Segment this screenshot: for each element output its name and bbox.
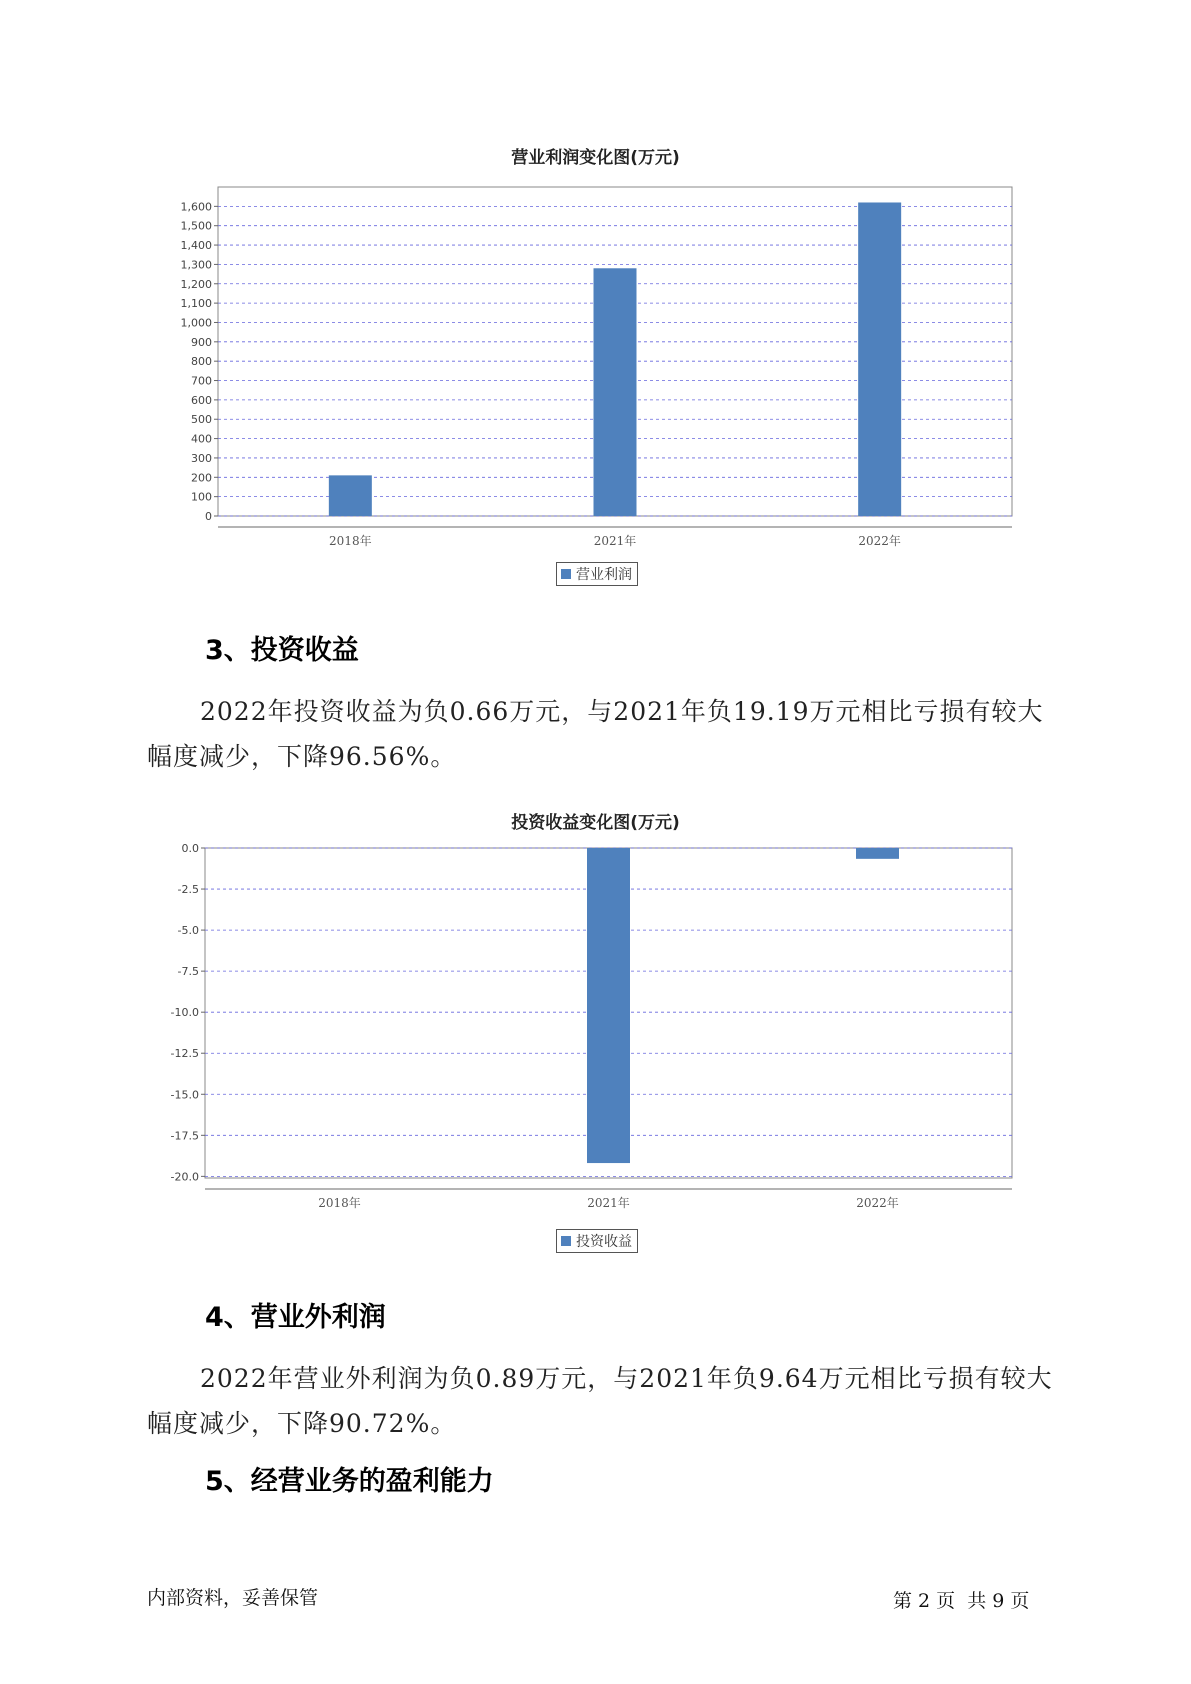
profit-ytick-label: 1,300 <box>180 258 212 272</box>
investment-ytick-label: -10.0 <box>170 1006 199 1020</box>
investment-ytick-label: 0.0 <box>181 842 199 855</box>
profit-legend-label: 营业利润 <box>576 567 632 583</box>
investment-ytick-label: -12.5 <box>170 1047 199 1061</box>
investment-ytick-label: -2.5 <box>177 883 199 897</box>
profit-ytick-label: 1,000 <box>180 316 212 330</box>
investment-bar <box>856 848 899 859</box>
section-3-heading: 3、投资收益 <box>205 635 359 666</box>
investment-category-label: 2022年 <box>856 1196 899 1210</box>
profit-ytick-label: 300 <box>191 451 212 465</box>
investment-bar <box>587 848 630 1163</box>
investment-ytick-label: -15.0 <box>170 1088 199 1102</box>
profit-category-label: 2021年 <box>593 534 637 548</box>
investment-chart-title: 投资收益变化图(万元) <box>511 813 680 833</box>
profit-ytick-label: 1,400 <box>180 239 212 253</box>
investment-category-label: 2018年 <box>318 1196 361 1210</box>
profit-category-label: 2018年 <box>329 534 372 548</box>
profit-ytick-label: 800 <box>191 355 212 369</box>
investment-category-label: 2021年 <box>587 1196 630 1210</box>
investment-legend-label: 投资收益 <box>576 1234 632 1250</box>
footer-page-number: 第 2 页 共 9 页 <box>893 1590 1030 1612</box>
profit-category-label: 2022年 <box>858 534 901 548</box>
profit-ytick-label: 0 <box>205 510 212 523</box>
profit-ytick-label: 100 <box>191 490 212 504</box>
profit-ytick-label: 1,500 <box>180 219 212 233</box>
profit-chart-title: 营业利润变化图(万元) <box>511 148 680 168</box>
investment-ytick-label: -5.0 <box>177 924 199 938</box>
section-3-paragraph: 2022年投资收益为负0.66万元，与2021年负19.19万元相比亏损有较大幅度减少，下降96.56%。 <box>147 697 1044 771</box>
section-5-heading: 5、经营业务的盈利能力 <box>205 1466 494 1497</box>
profit-ytick-label: 1,200 <box>180 277 212 291</box>
profit-ytick-label: 700 <box>191 374 212 388</box>
profit-ytick-label: 1,600 <box>180 200 212 214</box>
investment-chart-legend <box>556 1229 638 1253</box>
profit-ytick-label: 500 <box>191 413 212 427</box>
footer-confidential-note: 内部资料，妥善保管 <box>147 1587 319 1609</box>
profit-ytick-label: 600 <box>191 393 212 407</box>
section-4-heading: 4、营业外利润 <box>205 1302 386 1333</box>
profit-ytick-label: 400 <box>191 432 212 446</box>
profit-ytick-label: 900 <box>191 335 212 349</box>
profit-ytick-label: 200 <box>191 471 212 485</box>
section-4-paragraph: 2022年营业外利润为负0.89万元，与2021年负9.64万元相比亏损有较大幅度减少，下降90.72%。 <box>147 1364 1053 1438</box>
investment-ytick-label: -17.5 <box>170 1129 199 1143</box>
investment-ytick-label: -20.0 <box>170 1170 199 1184</box>
profit-ytick-label: 1,100 <box>180 297 212 311</box>
legend-swatch-icon <box>561 1236 571 1246</box>
investment-ytick-label: -7.5 <box>177 965 199 979</box>
